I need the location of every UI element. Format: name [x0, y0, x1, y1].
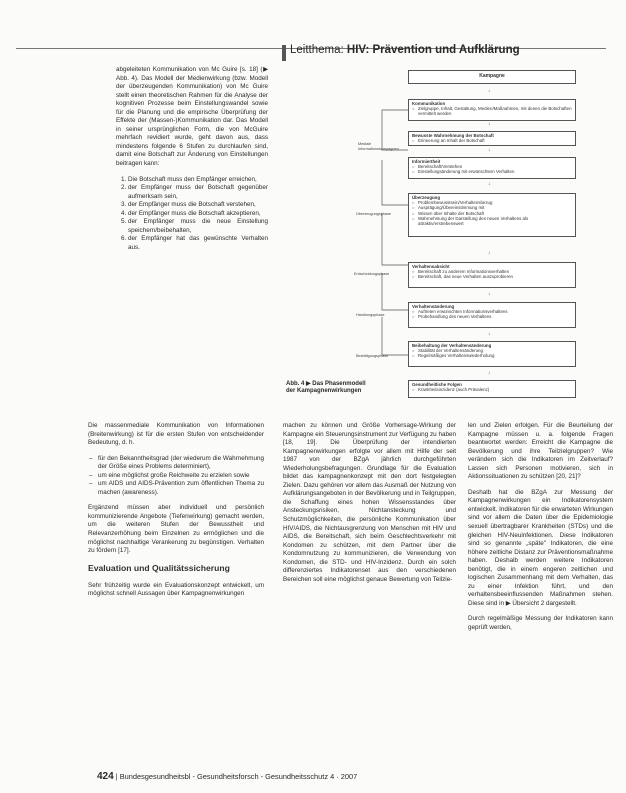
- column-middle: [283, 422, 456, 591]
- maintenance-box: [408, 341, 576, 367]
- box-item: ○ Regelmäßiges Verhaltenswiederholung: [412, 353, 572, 358]
- list-item: 3. der Empfänger muss die Botschaft verstehen,: [128, 201, 268, 210]
- box-item: ○ Problembewusstsein/Verhaltensbezug: [412, 200, 572, 205]
- box-title: Überzeugung: [412, 195, 441, 200]
- box-item: ○ Wissen über Inhalte der Botschaft: [412, 211, 572, 216]
- paragraph: abgeleiteten Kommunikation von Mc Guire [s. 18] (▶ Abb. 4). Das Modell der Medienwirkung (bzw. Modell der überzeugenden Kommunikation) von Mc Guire stellt einen theoretischen Rahmen für die Analyse der kognitiven Prozesse beim Einstellungswandel sowie für die Planung und die empirische Überprüfung der Effekte der (Massen-)Kommunikation dar. Das Modell in seiner ursprünglichen Form, die von McGuire mehrfach revidiert wurde, geht davon aus, dass mindestens folgende 6 Stufen zu durchlaufen sind, damit eine Botschaft zur Änderung von Einstellungen beitragen kann:: [116, 66, 268, 168]
- arrow-icon: ↓: [488, 88, 491, 94]
- phase-label: Bestätigungsphase: [356, 354, 389, 358]
- paragraph: len und Zielen erfolgen. Für die Beurteilung der Kampagne müssen u. a. folgende Fragen beantwortet werden: Erreicht die Kampagne die Bevölkerung und ihre Teilzielgruppen? Wie verändern sich die Indikatoren im Zeitverlauf? Lassen sich Personen motivieren, sich in Aktionssituationen zu schützen [20, 21]?: [468, 422, 613, 481]
- list-item: 2. der Empfänger muss der Botschaft gegenüber aufmerksam sein,: [128, 184, 268, 201]
- paragraph: Sehr frühzeitig wurde ein Evaluationskonzept entwickelt, um möglichst schnell Aussagen über Kampagnenwirkungen: [88, 581, 264, 598]
- box-item: ○ Einstellungsänderung mit erwünschtem Verhalten: [412, 169, 572, 174]
- column-left-top: [116, 66, 268, 259]
- journal-citation: Bundesgesundheitsbl - Gesundheitsforsch - Gesundheitsschutz 4 · 2007: [119, 772, 358, 781]
- box-item: ○ Zielgruppe, Inhalt, Gestaltung, Medien/Maßnahmen, mit denen die Botschaften vermittelt werden: [412, 106, 572, 116]
- box-title: Informiertheit: [412, 159, 441, 164]
- box-title: Gesundheitliche Folgen: [412, 382, 462, 387]
- informedness-box: [408, 157, 576, 179]
- list-item: 5. der Empfänger muss die neue Einstellung speichern/beibehalten,: [128, 218, 268, 235]
- arrow-icon: ↓: [488, 370, 491, 376]
- health-outcome-box: [408, 380, 576, 398]
- arrow-icon: ↓: [488, 147, 491, 153]
- running-header: [290, 44, 520, 56]
- intention-box: [408, 262, 576, 288]
- page-footer: 424 | Bundesgesundheitsbl - Gesundheitsforsch - Gesundheitsschutz 4 · 2007: [97, 771, 358, 782]
- box-item: ○ Erinnerung an Inhalt der Botschaft: [412, 138, 572, 143]
- phase-label: Überzeugungsphase: [356, 212, 392, 216]
- box-item: ○ Ausprägung/Übereinstimmung mit: [412, 205, 572, 210]
- box-title: Verhaltensänderung: [412, 304, 455, 309]
- box-title: Kommunikation: [412, 101, 446, 106]
- phase-label: Entscheidungsphase: [354, 272, 390, 276]
- column-right: [468, 422, 613, 640]
- box-item: ○ Bereitschaft/Verstehen: [412, 164, 572, 169]
- list-item: 6. der Empfänger hat das gewünschte Verhalten aus.: [128, 235, 268, 252]
- perception-box: [408, 131, 576, 146]
- header-title: HIV: Prävention und Aufklärung: [346, 44, 520, 56]
- paragraph: Durch regelmäßige Messung der Indikatoren kann geprüft werden,: [468, 615, 613, 632]
- arrow-icon: ↓: [488, 121, 491, 127]
- paragraph: Die massenmediale Kommunikation von Informationen (Breitenwirkung) ist für die ersten Stufen von entscheidender Bedeutung, d. h.: [88, 422, 264, 447]
- list-item: 1. Die Botschaft muss den Empfänger erreichen,: [128, 176, 268, 185]
- box-title: Bewusste Wahrnehmung der Botschaft: [412, 133, 494, 138]
- list-item: – um eine möglichst große Reichweite zu erzielen sowie: [98, 472, 264, 481]
- box-item: ○ Krankheitsinzidenz (auch Prävalenz): [412, 387, 572, 392]
- box-title: Beibehaltung der Verhaltensänderung: [412, 343, 492, 348]
- list-item: – für den Bekanntheitsgrad (der wiederum die Wahrnehmung der Größe eines Problems determiniert),: [98, 455, 264, 472]
- list-item: 4. der Empfänger muss die Botschaft akzeptieren,: [128, 210, 268, 219]
- arrow-icon: ↓: [488, 181, 491, 187]
- phase-label: Handlungsphase: [356, 313, 385, 317]
- communication-box: [408, 99, 576, 121]
- arrow-icon: ↓: [488, 331, 491, 337]
- box-item: ○ Probehandlung des neuen Verhaltens: [412, 314, 572, 319]
- dash-list: [88, 455, 264, 498]
- box-item: ○ Bereitschaft, das neue Verhalten auszuprobieren: [412, 274, 572, 279]
- list-item: – um AIDS und AIDS-Prävention zum öffentlichen Thema zu machen (awareness).: [98, 480, 264, 497]
- phase-label: Mediale Informationskampagnen: [358, 142, 399, 151]
- conviction-box: [408, 193, 576, 237]
- box-item: ○ Wahrnehmung der Darstellung des neuen Verhaltens als attraktiv/erstrebenswert: [412, 216, 572, 226]
- header-marker: [282, 45, 286, 61]
- section-heading: Evaluation und Qualitätssicherung: [88, 562, 230, 573]
- arrow-icon: ↓: [488, 250, 491, 256]
- stage-list: [116, 176, 268, 253]
- box-item: ○ Bereitschaft zu anderem Informationsverhalten: [412, 269, 572, 274]
- box-item: ○ Auftreten erwünschten Informationsverhaltens: [412, 309, 572, 314]
- paragraph: Deshalb hat die BZgA zur Messung der Kampagnenwirkungen ein Indikatorensystem entwickelt. Indikatoren für die erwarteten Wirkungen sind vor allem die Daten über die Epidemiologie sexuell übertragbarer Krankheiten (STDs) und die gleichen HIV-Neuinfektionen. Diese Indikatoren sind so genannte „späte" Indikatoren, die eine höhere zeitliche Distanz zur Präventionsmaßnahme haben. Deshalb werden weitere Indikatoren benötigt, die in einem engeren zeitlichen und logischen Zusammenhang mit dem Verhalten, das zu einer Infektion führt, und den verhaltensbeeinflussenden Maßnahmen stehen. Diese sind in ▶ Übersicht 2 dargestellt.: [468, 488, 613, 607]
- paragraph: Ergänzend müssen aber individuell und persönlich kommunizierende Angebote (Tiefenwirkung) gemacht werden, um die weiteren Stufen der Bewusstheit und Relevanzerhöhung beim Einzelnen zu ermöglichen und die möglichst nachhaltige Verankerung zu begünstigen. Verhalten zu fördern [17].: [88, 504, 264, 555]
- box-item: ○ Stabilität der Verhaltensänderung: [412, 348, 572, 353]
- paragraph: machen zu können und Größe Vorhersage-Wirkung der Kampagne ein Steuerungsinstrument zur Verfügung zu haben [18, 19]. Die Überprüfung der intendierten Kampagnenwirkungen erfolgte vor allem mit Hilfe der seit 1987 von der BZgA jährlich durchgeführten Wiederholungsbefragungen. Grundlage für die Evaluation bildet das kampagnenkonzept mit den dort festgelegten Zielen. Dazu gehören vor allem das Ausmaß der Nutzung von Aufklärungsangeboten in der Bevölkerung und in Teilgruppen, die Schaffung eines hohen Wissensstandes über Ansteckungsrisiken, Nichtansteckung und Schutzmöglichkeiten, die persönliche Kommunikation über HIV/AIDS, die Nichtausgrenzung von Menschen mit HIV und AIDS, die Bereitschaft, sich beim Geschlechtsverkehr mit Kondomen zu schützen, mit dem Partner über die Kondomnutzung zu kommunizieren, die Verwendung von Kondomen, die STD- und HIV-Inzidenz. Durch ein solch differenziertes Indikatorenset aus den verschiedenen Bereichen soll eine möglichst genaue Bewertung von Teilzie-: [283, 422, 456, 583]
- behavior-change-box: [408, 302, 576, 328]
- page-number: 424: [97, 771, 114, 782]
- figure-caption: Abb. 4 ▶ Das Phasenmodell der Kampagnenwirkungen: [286, 381, 366, 395]
- column-left-bottom: [88, 422, 264, 606]
- header-section: Leitthema:: [290, 44, 347, 56]
- box-title: Verhaltensabsicht: [412, 264, 450, 269]
- campaign-box: Kampagne: [408, 70, 576, 84]
- arrow-icon: ↓: [488, 291, 491, 297]
